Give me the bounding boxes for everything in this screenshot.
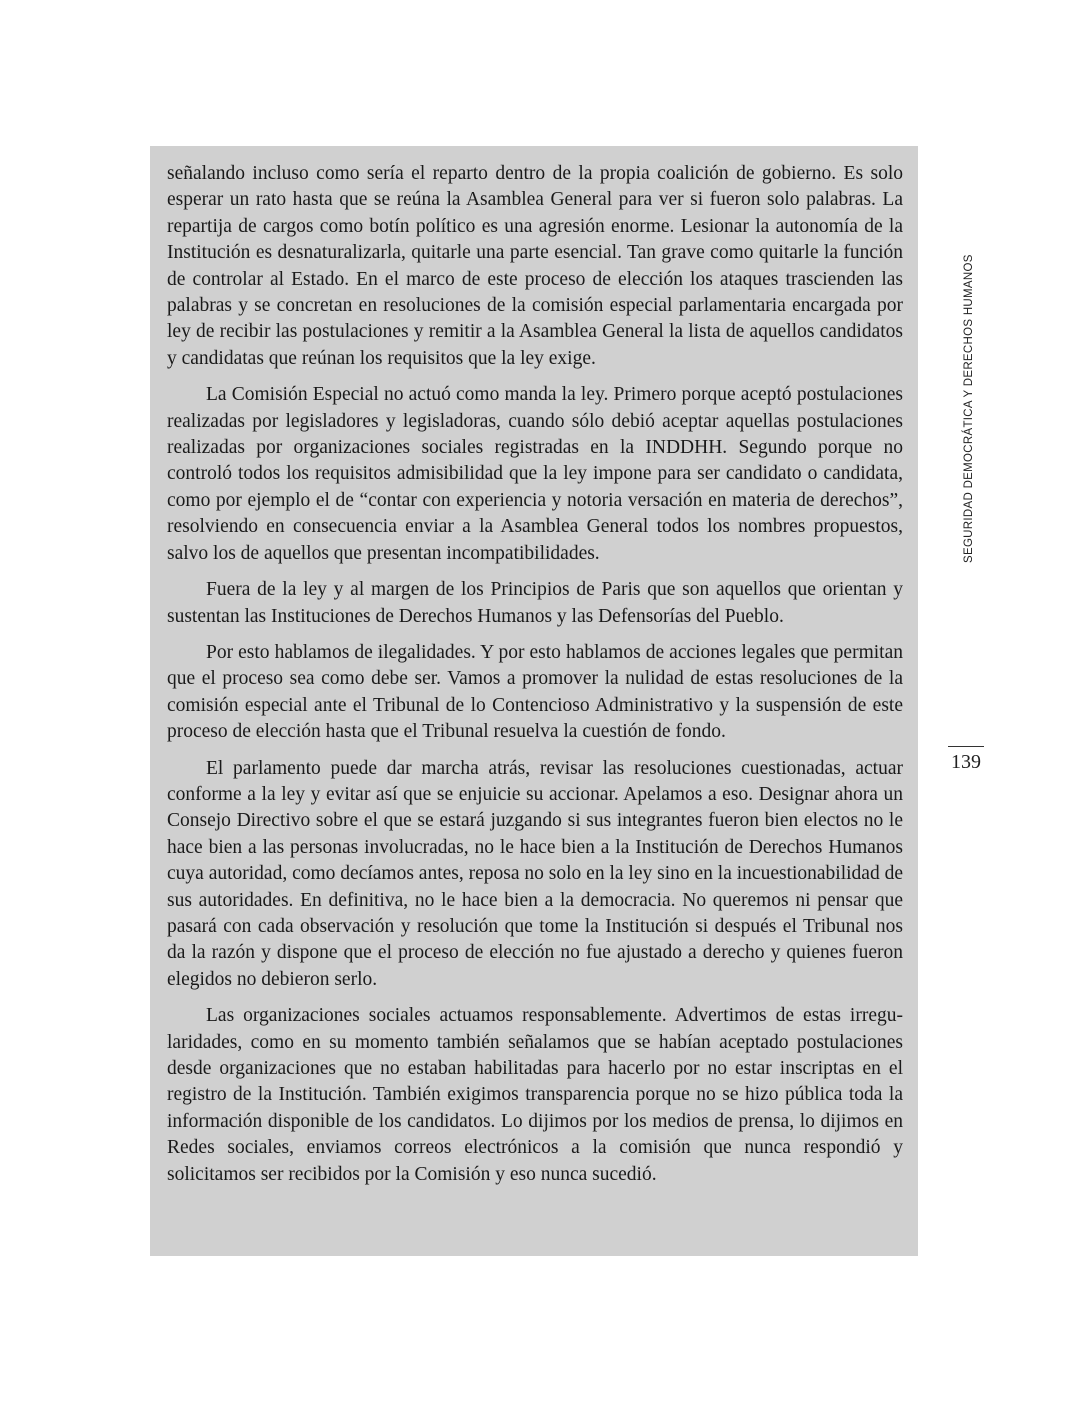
page-number: 139 xyxy=(951,751,981,773)
running-header: SEGURIDAD DEMOCRÁTICA Y DERECHOS HUMANOS xyxy=(963,254,975,563)
paragraph: señalando incluso como sería el reparto dentro de la propia coalición de gobierno. Es solo esperar un rato hasta que se reúna la Asamblea General para ver si fueron solo palabras. La repartija de cargos como botín político es una agresión enorme. Lesionar la autonomía de la Institución es desnaturalizarla, quitarle una parte esencial. Tan grave como quitarle la función de controlar al Estado. En el marco de este proceso de elección los ataques trascienden las palabras y se concretan en resoluciones de la comisión especial parlamentaria encargada por ley de recibir las postulaciones y remitir a la Asamblea General la lista de aquellos candidatos y candidatas que reúnan los requisitos que la ley exige. xyxy=(167,163,903,369)
paragraph: El parlamento puede dar marcha atrás, revisar las resoluciones cuestionadas, actuar conforme a la ley y evitar así que se enjuicie su accionar. Apelamos a eso. Designar ahora un Consejo Directivo sobre el que se estará juzgando si sus integrantes fueron bien electos no le hace bien a las personas involucradas, no le hace bien a la Institución de Derechos Humanos cuya autoridad, como decíamos antes, reposa no solo en la ley sino en la incuestionabilidad de sus autoridades. En definitiva, no le hace bien a la democracia. No queremos ni pensar que pasará con cada observación y resolución que tome la Institución si después el Tribunal nos da la razón y dispone que el proceso de elección no fue ajustado a derecho y quienes fueron elegidos no debieron serlo. xyxy=(167,757,903,990)
paragraph: Por esto hablamos de ilegalidades. Y por esto hablamos de acciones legales que permitan que el proceso sea como debe ser. Vamos a promover la nulidad de estas resoluciones de la comisión especial ante el Tribunal de lo Contencioso Administrativo y la suspensión de este proceso de elección hasta que el Tribunal resuelva la cuestión de fondo. xyxy=(167,641,903,743)
paragraph: La Comisión Especial no actuó como manda la ley. Primero porque aceptó postulaciones realizadas por legisladores y legisladoras, cuando sólo debió aceptar aquellas postulaciones realizadas por organizaciones sociales registradas en la INDDHH. Segundo porque no controló todos los requisitos admisibilidad que la ley impone para ser candidato o candidata, como por ejemplo el de “contar con experiencia y notoria versación en materia de derechos”, resolviendo en consecuencia enviar a la Asamblea General todos los nombres propuestos, salvo los de aquellos que presentan incompatibilidades. xyxy=(167,384,903,564)
body-text xyxy=(167,161,903,1198)
paragraph: Fuera de la ley y al margen de los Principios de Paris que son aquellos que orientan y sustentan las Instituciones de Derechos Humanos y las Defensorías del Pueblo. xyxy=(167,579,903,627)
page-number-rule xyxy=(948,746,984,747)
paragraph: Las organizaciones sociales actuamos responsablemente. Advertimos de estas irregularidades, como en su momento también señalamos que se habían aceptado postulaciones desde organizaciones que no estaban habilitadas para hacerlo por no estar inscriptas en el registro de la Institución. También exigimos transparencia porque no se hizo pública toda la información disponible de los candidatos. Lo dijimos por los medios de prensa, lo dijimos en Redes sociales, enviamos correos electrónicos a la comisión que nunca respondió y solicitamos ser recibidos por la Comisión y eso nunca sucedió. xyxy=(167,1005,903,1185)
